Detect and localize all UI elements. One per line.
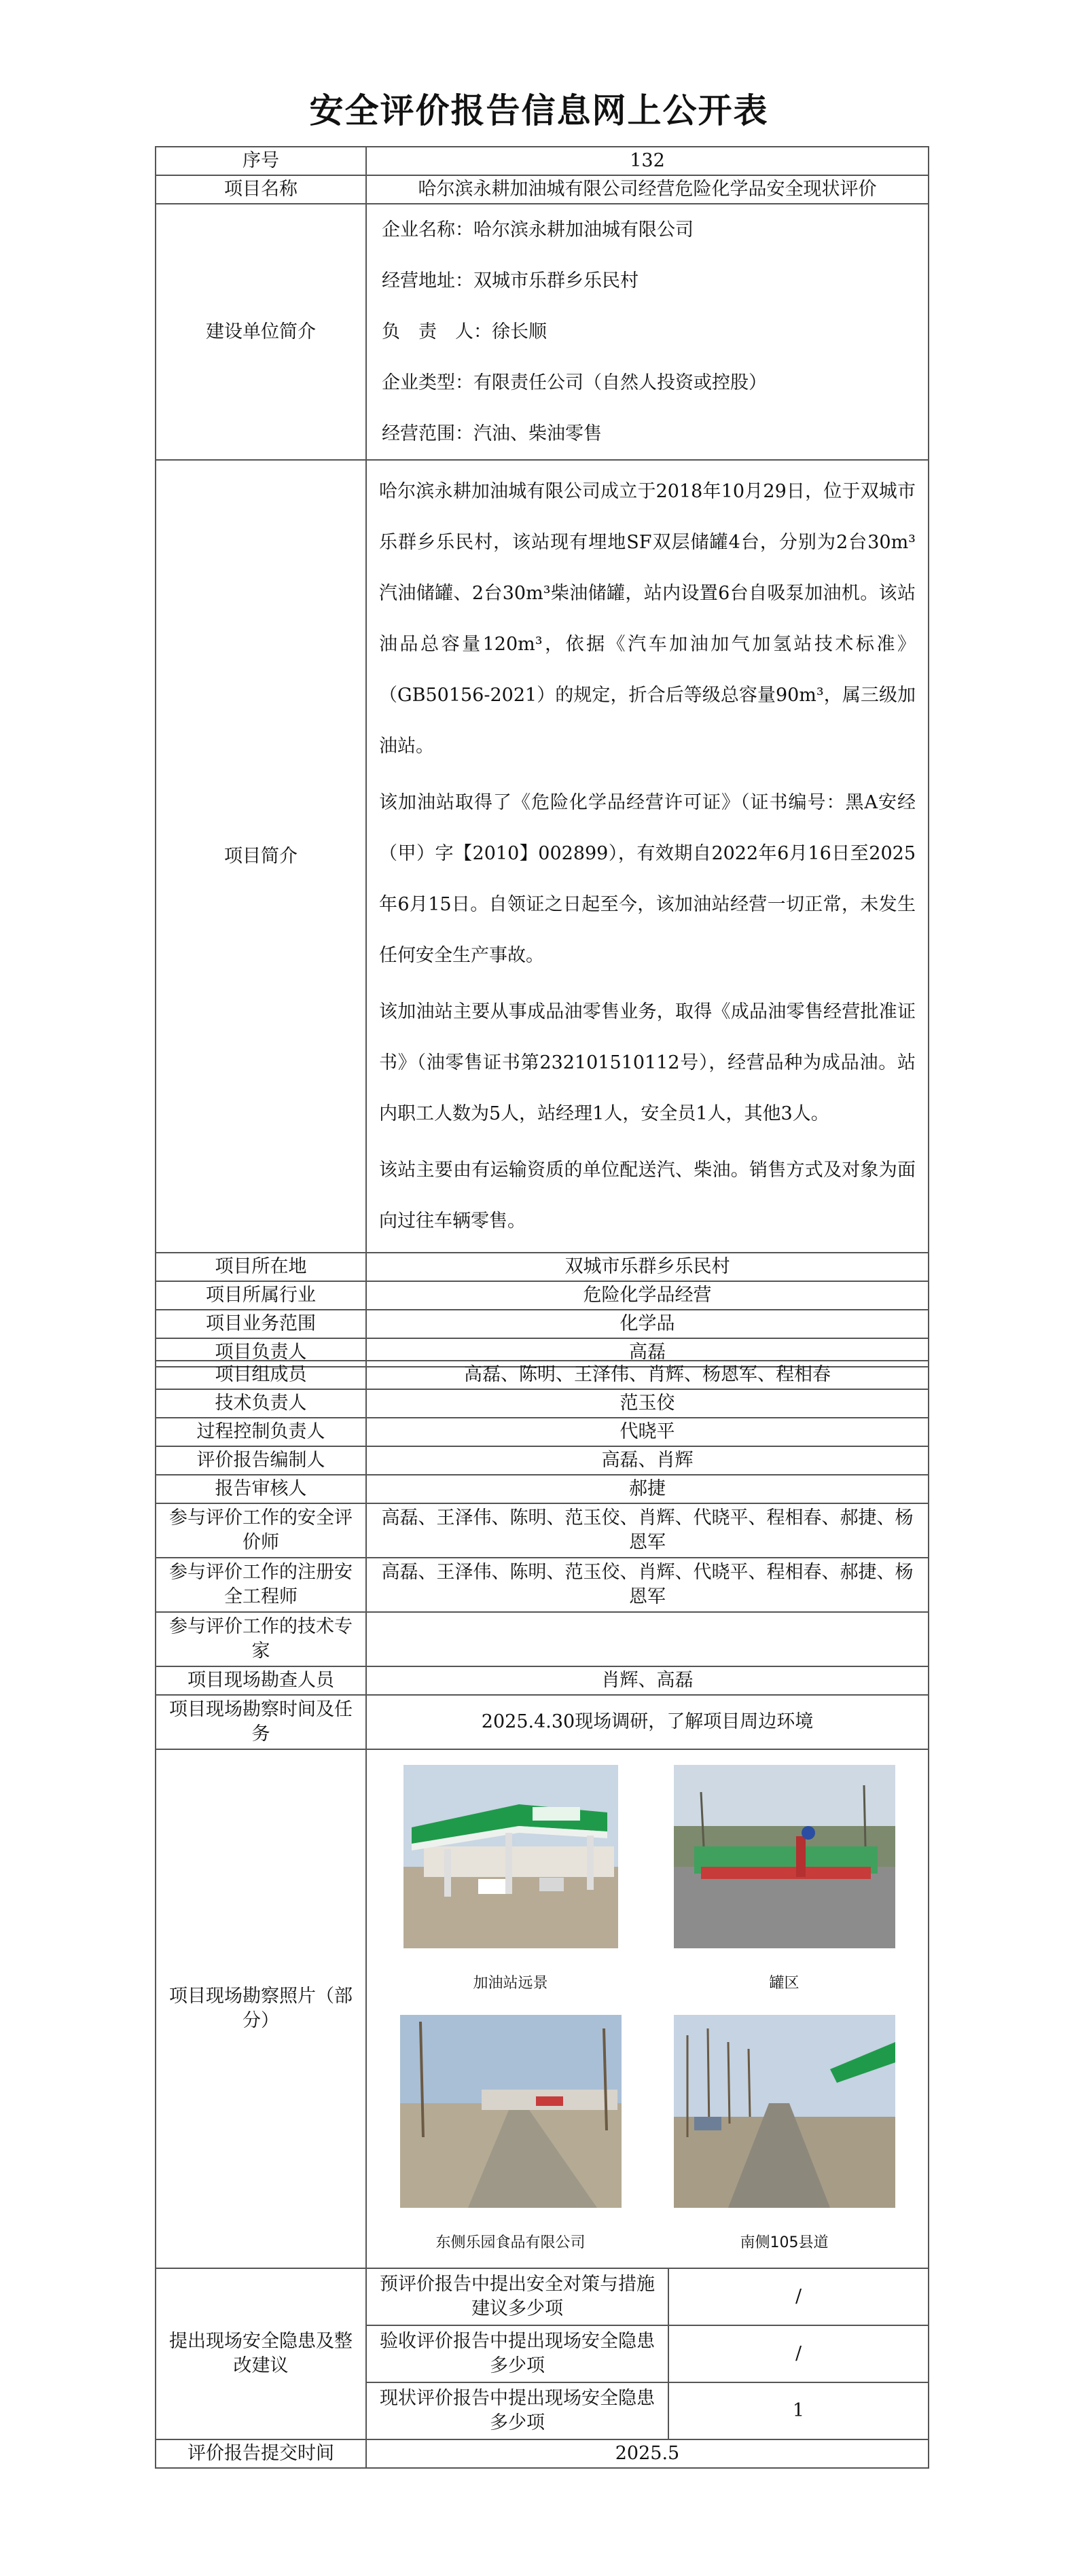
- row-label: 项目所属行业: [156, 1281, 366, 1310]
- row-value: 132: [366, 147, 929, 175]
- row-value: 双城市乐群乡乐民村: [366, 1253, 929, 1281]
- row-value: 范玉佼: [366, 1389, 929, 1418]
- intro-paragraph: 哈尔滨永耕加油城有限公司成立于2018年10月29日，位于双城市乐群乡乐民村，该站现有埋地SF双层储罐4台，分别为2台30m³汽油储罐、2台30m³柴油储罐，站内设置6台自吸泵加油机。该站油品总容量120m³，依据《汽车加油加气加氢站技术标准》（GB50156-2021）的规定，折合后等级总容量90m³，属三级加油站。: [379, 481, 916, 757]
- table-row: [156, 2439, 929, 2468]
- photo-station-distant: [403, 1765, 618, 1948]
- row-label: 过程控制负责人: [156, 1418, 366, 1446]
- hazard-question: 现状评价报告中提出现场安全隐患多少项: [366, 2382, 668, 2439]
- row-label: 项目名称: [156, 175, 366, 204]
- row-label: 参与评价工作的注册安全工程师: [156, 1558, 366, 1612]
- intro-paragraph: 该加油站取得了《危险化学品经营许可证》（证书编号：黑A安经（甲）字【2010】002899），有效期自2022年6月16日至2025年6月15日。自领证之日起至今，该加油站经营一切正常，未发生任何安全生产事故。: [379, 792, 916, 966]
- row-label: 建设单位简介: [156, 204, 366, 460]
- table-row: [156, 175, 929, 204]
- table-row: [156, 204, 929, 460]
- row-label: 项目业务范围: [156, 1310, 366, 1338]
- row-value: 代晓平: [366, 1418, 929, 1446]
- row-value: 2025.4.30现场调研，了解项目周边环境: [366, 1695, 929, 1749]
- photo-caption: 罐区: [769, 1975, 799, 1992]
- unit-info: [366, 204, 929, 460]
- hazard-answer: /: [668, 2268, 929, 2325]
- row-value: 郝捷: [366, 1475, 929, 1503]
- table-row: [156, 1446, 929, 1475]
- hazard-answer: 1: [668, 2382, 929, 2439]
- photo-gallery: [366, 1749, 929, 2268]
- row-value: 高磊: [366, 1338, 929, 1367]
- photo-south-road: [674, 2015, 895, 2208]
- photo-caption: 加油站远景: [473, 1975, 548, 1992]
- table-row: [156, 1749, 929, 2268]
- table-row: [156, 2268, 929, 2325]
- photo-tank-area: [674, 1765, 895, 1948]
- row-label: 参与评价工作的技术专家: [156, 1612, 366, 1666]
- row-value: 化学品: [366, 1310, 929, 1338]
- row-label: 评价报告提交时间: [156, 2439, 366, 2468]
- row-label: 项目现场勘查人员: [156, 1666, 366, 1695]
- row-label: 项目现场勘察时间及任务: [156, 1695, 366, 1749]
- hazard-question: 验收评价报告中提出现场安全隐患多少项: [366, 2325, 668, 2382]
- table-row: [156, 147, 929, 175]
- row-value: 危险化学品经营: [366, 1281, 929, 1310]
- row-label: 提出现场安全隐患及整改建议: [156, 2268, 366, 2439]
- page-title: 安全评价报告信息网上公开表: [309, 90, 769, 130]
- table-row: [156, 1558, 929, 1612]
- table-row: [156, 1253, 929, 1281]
- row-value: 2025.5: [366, 2439, 929, 2468]
- table-row: [156, 1389, 929, 1418]
- table-row: [156, 1612, 929, 1666]
- intro-paragraph: 该站主要由有运输资质的单位配送汽、柴油。销售方式及对象为面向过往车辆零售。: [379, 1160, 916, 1232]
- info-table-2: [155, 1360, 929, 2469]
- table-row: [156, 1361, 929, 1389]
- row-label: 序号: [156, 147, 366, 175]
- row-label: 技术负责人: [156, 1389, 366, 1418]
- row-value: [366, 1612, 929, 1666]
- unit-line: 经营地址：双城市乐群乡乐民村: [382, 270, 639, 291]
- row-label: 报告审核人: [156, 1475, 366, 1503]
- row-label: 项目所在地: [156, 1253, 366, 1281]
- photo-item: [647, 1765, 921, 1996]
- table-row: [156, 1281, 929, 1310]
- hazard-question: 预评价报告中提出安全对策与措施建议多少项: [366, 2268, 668, 2325]
- hazard-answer: /: [668, 2325, 929, 2382]
- photo-caption: 南侧105县道: [740, 2234, 829, 2251]
- row-label: 项目现场勘察照片（部分）: [156, 1749, 366, 2268]
- table-row: [156, 1310, 929, 1338]
- info-table-1: [155, 146, 929, 1367]
- unit-line: 经营范围：汽油、柴油零售: [382, 423, 602, 444]
- row-value: 肖辉、高磊: [366, 1666, 929, 1695]
- row-value: 哈尔滨永耕加油城有限公司经营危险化学品安全现状评价: [366, 175, 929, 204]
- photo-item: [647, 2015, 921, 2255]
- row-label: 项目组成员: [156, 1361, 366, 1389]
- row-label: 项目负责人: [156, 1338, 366, 1367]
- intro-text: [366, 460, 929, 1253]
- unit-line: 企业类型：有限责任公司（自然人投资或控股）: [382, 372, 767, 393]
- row-label: 项目简介: [156, 460, 366, 1253]
- photo-item: [374, 2015, 647, 2255]
- row-label: 参与评价工作的安全评价师: [156, 1503, 366, 1558]
- row-value: 高磊、肖辉: [366, 1446, 929, 1475]
- row-value: 高磊、王泽伟、陈明、范玉佼、肖辉、代晓平、程相春、郝捷、杨恩军: [366, 1503, 929, 1558]
- photo-east-side: [400, 2015, 622, 2208]
- table-row: [156, 1666, 929, 1695]
- photo-caption: 东侧乐园食品有限公司: [435, 2234, 586, 2251]
- table-row: [156, 1695, 929, 1749]
- table-row: [156, 1475, 929, 1503]
- table-row: [156, 1503, 929, 1558]
- table-row: [156, 1418, 929, 1446]
- intro-paragraph: 该加油站主要从事成品油零售业务，取得《成品油零售经营批准证书》（油零售证书第232101510112号），经营品种为成品油。站内职工人数为5人，站经理1人，安全员1人，其他3人。: [379, 1001, 916, 1124]
- unit-line: 企业名称：哈尔滨永耕加油城有限公司: [382, 219, 694, 240]
- row-value: 高磊、陈明、王泽伟、肖辉、杨恩军、程相春: [366, 1361, 929, 1389]
- row-label: 评价报告编制人: [156, 1446, 366, 1475]
- row-value: 高磊、王泽伟、陈明、范玉佼、肖辉、代晓平、程相春、郝捷、杨恩军: [366, 1558, 929, 1612]
- unit-line: 负 责 人：徐长顺: [382, 321, 547, 342]
- table-row: [156, 460, 929, 1253]
- photo-item: [374, 1765, 647, 1996]
